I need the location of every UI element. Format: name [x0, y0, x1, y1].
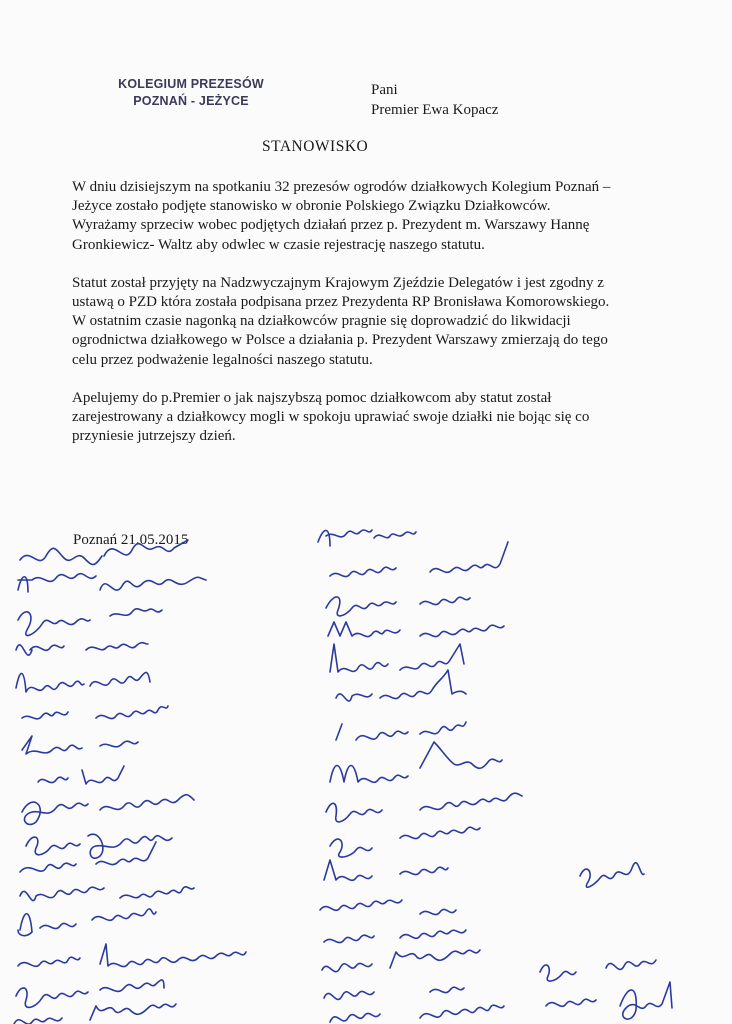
- signature-2: [18, 574, 206, 592]
- signature-24: [330, 742, 502, 782]
- signature-20: [328, 622, 504, 637]
- document-body: [72, 178, 632, 446]
- addressee-line-2: Premier Ewa Kopacz: [371, 102, 499, 118]
- signature-3: [18, 609, 162, 636]
- signature-18: [330, 542, 508, 577]
- signature-19: [326, 597, 470, 616]
- signature-32: [324, 987, 464, 999]
- organization-stamp: [106, 76, 276, 110]
- signature-15: [16, 980, 164, 1007]
- signature-16: [14, 1004, 176, 1024]
- signature-1: [20, 540, 188, 565]
- signature-28: [580, 863, 644, 887]
- signature-4: [16, 643, 148, 656]
- signature-12: [20, 887, 194, 901]
- signature-17: [318, 530, 416, 546]
- stamp-line-1: KOLEGIUM PREZESÓW: [118, 77, 264, 91]
- signature-13: [18, 909, 156, 936]
- paragraph-2: Wyrażamy sprzeciw wobec podjętych działań przez p. Prezydent m. Warszawy Hannę Gronkiewicz- Waltz aby odwlec w czasie rejestrację naszego statutu.: [72, 217, 590, 253]
- signature-21: [330, 644, 464, 672]
- signature-34: [540, 960, 656, 981]
- signature-25: [326, 793, 522, 822]
- signature-23: [336, 722, 466, 740]
- signature-29: [320, 900, 456, 915]
- place-and-date: Poznań 21.05.2015: [73, 532, 189, 548]
- paragraph-5: Apelujemy do p.Premier o jak najszybszą pomoc działkowcom aby statut został zarejestrowany a działkowcy mogli w spokoju uprawiać swoje działki nie bojąc się co przyniesie jutrzejszy dzień.: [72, 389, 590, 445]
- paragraph-3: Statut został przyjęty na Nadzwyczajnym Krajowym Zjeździe Delegatów i jest zgodny z ustawą o PZD która została podpisana przez Prezydenta RP Bronisława Komorowskiego.: [72, 274, 610, 311]
- signature-26: [330, 827, 480, 857]
- paragraph-1: W dniu dzisiejszym na spotkaniu 32 prezesów ogrodów działkowych Kolegium Poznań – Jeżyce zostało podjęte stanowisko w obronie Polskiego Związku Działkowców.: [72, 179, 611, 215]
- signatures-drawing: [0, 520, 732, 1024]
- handwritten-signatures: [0, 520, 732, 1024]
- signature-35: [546, 982, 672, 1019]
- signature-22: [336, 670, 466, 701]
- document-title: STANOWISKO: [262, 138, 369, 155]
- stamp-line-2: POZNAŃ - JEŻYCE: [133, 94, 249, 108]
- signature-8: [38, 766, 124, 784]
- signature-30: [324, 930, 466, 943]
- addressee-line-1: Pani: [371, 82, 398, 98]
- signature-14: [18, 944, 246, 967]
- paragraph-4: W ostatnim czasie nagonką na działkowców pragnie się doprowadzić do likwidacji ogrodnictwa działkowego w Polsce a działania p. Prezydent Warszawy zmierzają do tego celu przez podważenie legalności naszego statutu.: [72, 313, 608, 368]
- signature-33: [330, 1005, 504, 1022]
- signature-7: [22, 736, 138, 754]
- signature-31: [322, 950, 480, 972]
- signature-11: [20, 842, 156, 872]
- signature-5: [16, 672, 150, 692]
- addressee: [371, 80, 498, 120]
- signature-6: [22, 706, 168, 719]
- signature-27: [324, 860, 448, 880]
- signature-9: [22, 795, 194, 825]
